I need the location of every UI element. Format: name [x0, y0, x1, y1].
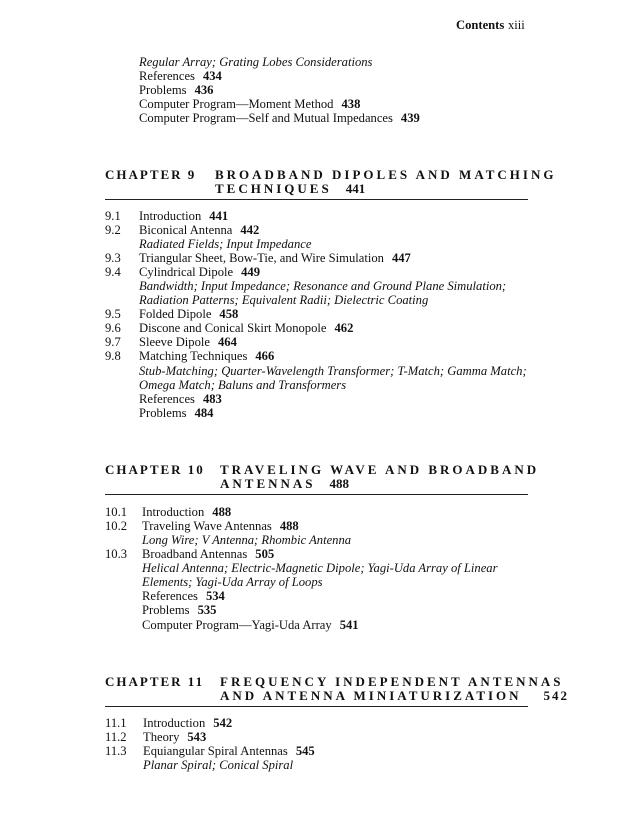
toc-subtopics: Helical Antenna; Electric-Magnetic Dipole; Yagi-Uda Array of Linear	[142, 561, 498, 575]
toc-subtopics: Omega Match; Baluns and Transformers	[139, 378, 347, 392]
toc-entry-computer-program[interactable]: Computer Program—Self and Mutual Impedances 439	[139, 111, 420, 125]
section-number: 9.5	[105, 307, 121, 321]
section-number: 11.1	[105, 716, 127, 730]
toc-section[interactable]: Cylindrical Dipole 449	[139, 265, 260, 279]
toc-section[interactable]: Theory 543	[143, 730, 207, 744]
section-number: 10.1	[105, 505, 128, 519]
section-number: 9.2	[105, 223, 121, 237]
toc-section[interactable]: Discone and Conical Skirt Monopole 462	[139, 321, 354, 335]
toc-section[interactable]: Introduction 441	[139, 209, 229, 223]
toc-subtopics: Elements; Yagi-Uda Array of Loops	[142, 575, 323, 589]
toc-entry-references[interactable]: References 483	[139, 392, 222, 406]
toc-section[interactable]: Sleeve Dipole 464	[139, 335, 237, 349]
running-header-title: Contents	[456, 18, 505, 32]
chapter-rule	[105, 494, 528, 495]
toc-entry-references[interactable]: References 534	[142, 589, 225, 603]
chapter-rule	[105, 199, 528, 200]
toc-entry-problems[interactable]: Problems 484	[139, 406, 214, 420]
toc-entry-computer-program[interactable]: Computer Program—Yagi-Uda Array 541	[142, 618, 359, 632]
section-number: 11.3	[105, 744, 127, 758]
toc-section[interactable]: Folded Dipole 458	[139, 307, 239, 321]
toc-section[interactable]: Broadband Antennas 505	[142, 547, 275, 561]
toc-subtopics: Long Wire; V Antenna; Rhombic Antenna	[142, 533, 352, 547]
section-number: 9.3	[105, 251, 121, 265]
chapter-label: CHAPTER 10	[105, 462, 205, 477]
section-number: 10.2	[105, 519, 128, 533]
toc-entry-problems[interactable]: Problems 535	[142, 603, 217, 617]
chapter-title[interactable]: TRAVELING WAVE AND BROADBAND	[220, 462, 540, 477]
toc-section[interactable]: Triangular Sheet, Bow-Tie, and Wire Simulation 447	[139, 251, 411, 265]
chapter-label: CHAPTER 9	[105, 167, 197, 182]
section-number: 9.8	[105, 349, 121, 363]
toc-section[interactable]: Introduction 488	[142, 505, 232, 519]
toc-section[interactable]: Equiangular Spiral Antennas 545	[143, 744, 315, 758]
toc-entry-references[interactable]: References 434	[139, 69, 222, 83]
section-number: 9.1	[105, 209, 121, 223]
toc-subtopics: Radiation Patterns; Equivalent Radii; Dielectric Coating	[139, 293, 429, 307]
toc-subtopics: Regular Array; Grating Lobes Considerations	[139, 55, 373, 69]
chapter-title[interactable]: BROADBAND DIPOLES AND MATCHING	[215, 167, 557, 182]
chapter-title-line2[interactable]: TECHNIQUES 441	[215, 181, 366, 196]
chapter-title-line2[interactable]: ANTENNAS 488	[220, 476, 350, 491]
chapter-title-line2[interactable]: AND ANTENNA MINIATURIZATION 542	[220, 688, 570, 703]
toc-subtopics: Stub-Matching; Quarter-Wavelength Transformer; T-Match; Gamma Match;	[139, 364, 527, 378]
toc-subtopics: Bandwidth; Input Impedance; Resonance and Ground Plane Simulation;	[139, 279, 507, 293]
toc-subtopics: Radiated Fields; Input Impedance	[139, 237, 312, 251]
toc-section[interactable]: Traveling Wave Antennas 488	[142, 519, 299, 533]
section-number: 10.3	[105, 547, 128, 561]
chapter-label: CHAPTER 11	[105, 674, 205, 689]
running-header-page: xiii	[508, 18, 525, 32]
toc-section[interactable]: Introduction 542	[143, 716, 233, 730]
section-number: 9.6	[105, 321, 121, 335]
toc-entry-problems[interactable]: Problems 436	[139, 83, 214, 97]
toc-entry-computer-program[interactable]: Computer Program—Moment Method 438	[139, 97, 361, 111]
chapter-rule	[105, 706, 528, 707]
section-number: 9.4	[105, 265, 121, 279]
section-number: 9.7	[105, 335, 121, 349]
chapter-title[interactable]: FREQUENCY INDEPENDENT ANTENNAS	[220, 674, 564, 689]
toc-subtopics: Planar Spiral; Conical Spiral	[143, 758, 294, 772]
toc-section[interactable]: Matching Techniques 466	[139, 349, 275, 363]
toc-section[interactable]: Biconical Antenna 442	[139, 223, 260, 237]
section-number: 11.2	[105, 730, 127, 744]
